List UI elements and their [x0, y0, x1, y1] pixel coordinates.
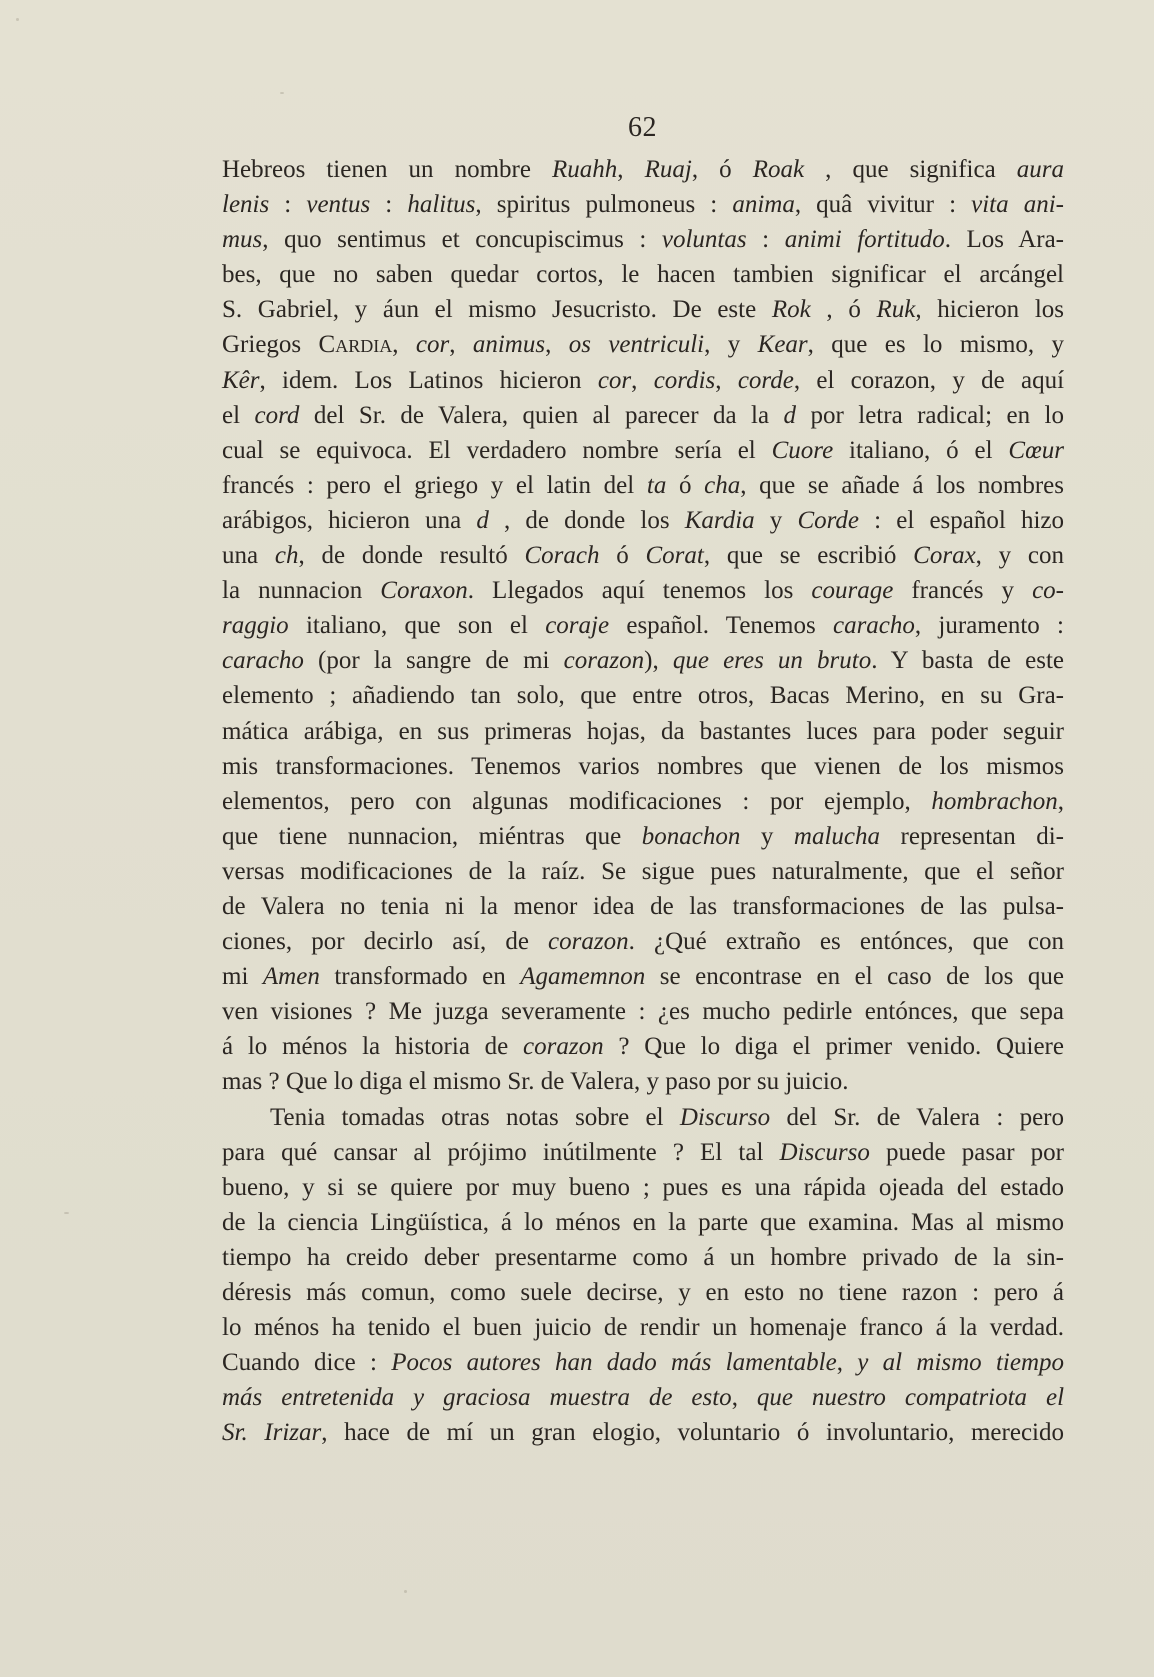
- text-line: á lo ménos la historia de corazon ? Que lo diga el primer venido. Quiere: [222, 1033, 1064, 1061]
- text-line: Sr. Irizar, hace de mí un gran elogio, voluntario ó involuntario, merecido: [222, 1419, 1064, 1447]
- text-line: Griegos Cardia, cor, animus, os ventriculi, y Kear, que es lo mismo, y: [222, 331, 1065, 359]
- text-line: para qué cansar al prójimo inútilmente ? El tal Discurso puede pasar por: [222, 1138, 1064, 1166]
- text-line: francés : pero el griego y el latin del ta ó cha, que se añade á los nombres: [222, 471, 1065, 499]
- text-line: raggio italiano, que son el coraje español. Tenemos caracho, juramento :: [222, 612, 1065, 640]
- text-line: la nunnacion Coraxon. Llegados aquí tenemos los courage francés y co-: [222, 577, 1064, 605]
- text-line: mus, quo sentimus et concupiscimus : voluntas : animi fortitudo. Los Ara-: [222, 226, 1065, 254]
- text-line: Hebreos tienen un nombre Ruahh, Ruaj, ó Roak , que significa aura: [222, 156, 1064, 183]
- text-line: Kêr, idem. Los Latinos hicieron cor, cordis, corde, el corazon, y de aquí: [222, 366, 1065, 394]
- text-line: de la ciencia Lingüística, á lo ménos en la parte que examina. Mas al mismo: [222, 1208, 1064, 1236]
- text-line: caracho (por la sangre de mi corazon), que eres un bruto. Y basta de este: [222, 647, 1065, 675]
- text-line: una ch, de donde resultó Corach ó Corat, que se escribió Corax, y con: [222, 542, 1065, 570]
- text-line: mis transformaciones. Tenemos varios nombres que vienen de los mismos: [222, 752, 1064, 780]
- text-line: ciones, por decirlo así, de corazon. ¿Qué extraño es entónces, que con: [222, 928, 1064, 956]
- text-line: arábigos, hicieron una d , de donde los Kardia y Corde : el español hizo: [222, 506, 1065, 534]
- text-line: el cord del Sr. de Valera, quien al parecer da la d por letra radical; en lo: [222, 401, 1064, 429]
- text-line: Tenia tomadas otras notas sobre el Discurso del Sr. de Valera : pero: [270, 1103, 1064, 1131]
- text-line: mática arábiga, en sus primeras hojas, da bastantes luces para poder seguir: [222, 717, 1064, 745]
- text-line: mas ? Que lo diga el mismo Sr. de Valera, y paso por su juicio.: [222, 1068, 849, 1096]
- text-line: que tiene nunnacion, miéntras que bonachon y malucha representan di-: [222, 822, 1065, 850]
- text-line: S. Gabriel, y áun el mismo Jesucristo. De este Rok , ó Ruk, hicieron los: [222, 296, 1065, 324]
- body-text: [222, 152, 1064, 1450]
- text-line: elemento ; añadiendo tan solo, que entre otros, Bacas Merino, en su Gra-: [222, 682, 1064, 710]
- text-line: tiempo ha creido deber presentarme como á un hombre privado de la sin-: [222, 1243, 1064, 1271]
- text-line: lenis : ventus : halitus, spiritus pulmoneus : anima, quâ vivitur : vita ani-: [222, 191, 1064, 219]
- paper-spot: [280, 92, 284, 94]
- text-line: déresis más comun, como suele decirse, y en esto no tiene razon : pero á: [222, 1279, 1064, 1306]
- text-line: cual se equivoca. El verdadero nombre sería el Cuore italiano, ó el Cœur: [222, 436, 1064, 464]
- paper-spot: [404, 1590, 407, 1593]
- text-line: versas modificaciones de la raíz. Se sigue pues naturalmente, que el señor: [222, 857, 1064, 885]
- text-line: de Valera no tenia ni la menor idea de las transformaciones de las pulsa-: [222, 892, 1064, 920]
- page-number: 62: [628, 112, 657, 143]
- text-line: mi Amen transformado en Agamemnon se encontrase en el caso de los que: [222, 963, 1064, 991]
- text-line: lo ménos ha tenido el buen juicio de rendir un homenaje franco á la verdad.: [222, 1314, 1064, 1342]
- text-line: Cuando dice : Pocos autores han dado más lamentable, y al mismo tiempo: [222, 1349, 1064, 1377]
- text-line: ven visiones ? Me juzga severamente : ¿es mucho pedirle entónces, que sepa: [222, 998, 1064, 1026]
- paper-spot: [64, 1212, 69, 1214]
- text-line: bueno, y si se quiere por muy bueno ; pues es una rápida ojeada del estado: [222, 1173, 1064, 1201]
- text-line: más entretenida y graciosa muestra de esto, que nuestro compatriota el: [222, 1384, 1065, 1412]
- text-line: bes, que no saben quedar cortos, le hacen tambien significar el arcángel: [222, 261, 1064, 289]
- paper-spot: [16, 18, 19, 21]
- text-line: elementos, pero con algunas modificaciones : por ejemplo, hombrachon,: [222, 787, 1064, 815]
